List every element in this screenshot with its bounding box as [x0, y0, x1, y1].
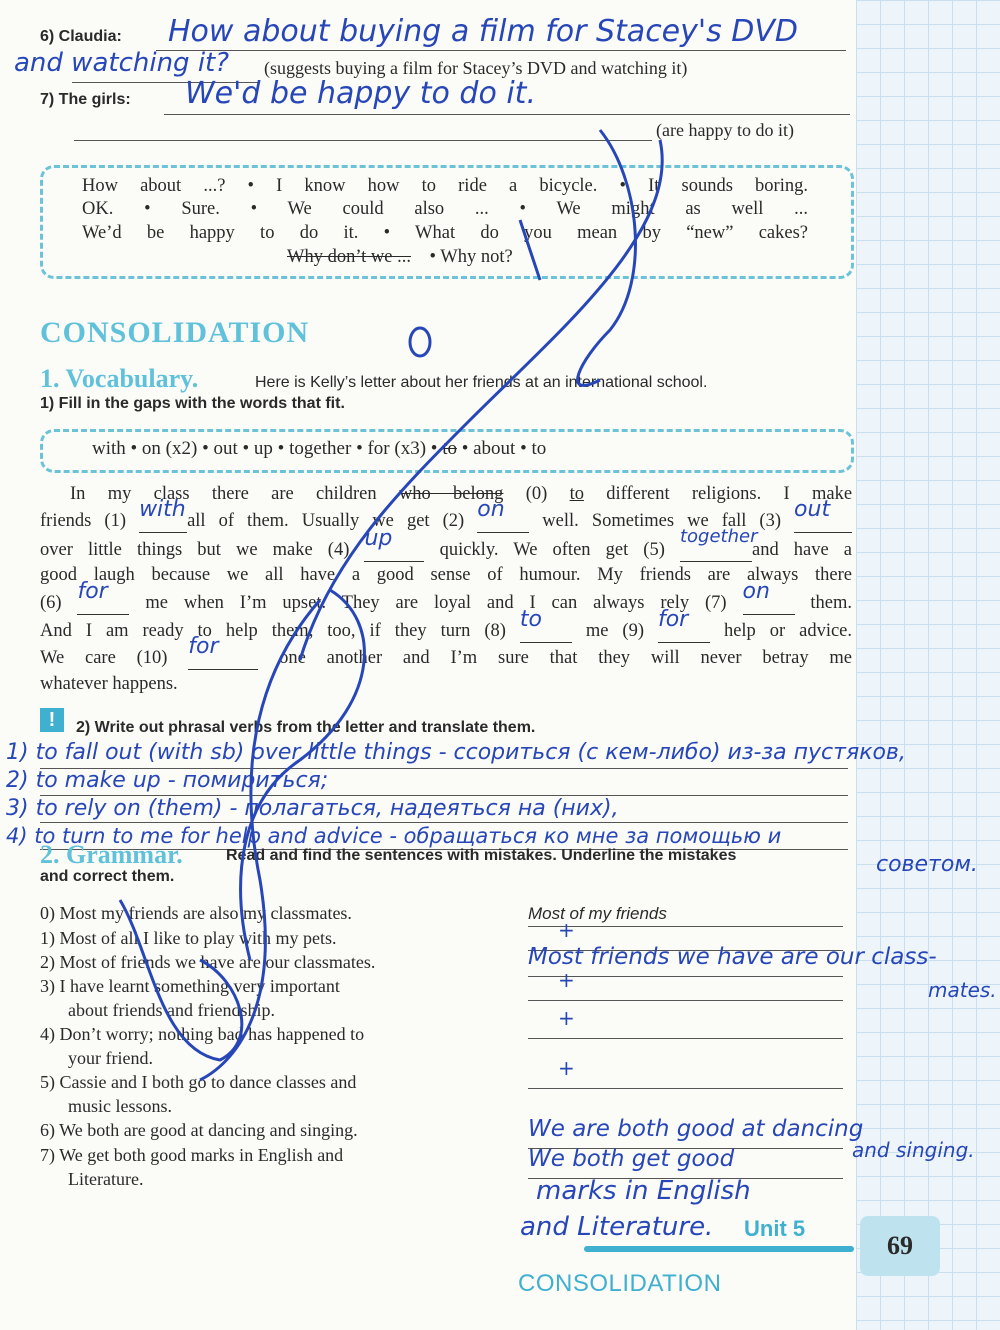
grammar-sentence: 1) Most of all I like to play with my pets. [40, 928, 337, 948]
girls-label: 7) The girls: [40, 91, 131, 108]
grammar-sentence: 4) Don’t worry; nothing bad has happened to [40, 1024, 365, 1044]
letter-line-4: good laugh because we all have a good sense of humour. My friends are always there [40, 565, 852, 585]
task2-instruction: 2) Write out phrasal verbs from the letter and translate them. [76, 719, 536, 736]
grammar-sentence: 3) I have learnt something very important [40, 976, 340, 996]
claudia-hint: (suggests buying a film for Stacey’s DVD and watching it) [264, 58, 688, 78]
letter-text: different religions. I make [606, 484, 853, 504]
gap-6-answer: for [77, 579, 108, 604]
grammar-extra-literature: and Literature. [520, 1212, 714, 1242]
phrases-line-1: How about ...? • I know how to ride a bicycle. • It sounds boring. [82, 176, 808, 196]
task2-handwriting-1: 1) to fall out (with sb) over little things - ссориться (с кем-либо) из-за пустяков, [6, 740, 906, 765]
vocab-heading [40, 364, 198, 394]
grammar-number: 2. [40, 840, 60, 869]
letter-struck: who belong [398, 484, 504, 504]
gap-1[interactable] [139, 497, 187, 533]
grammar-extra-singing: and singing. [852, 1138, 975, 1162]
letter-text: quickly. We often get (5) [439, 540, 665, 560]
grammar-sentence: Literature. [68, 1169, 144, 1189]
grammar-answer: + [558, 968, 575, 992]
gap-10-answer: for [188, 634, 219, 659]
gap-7[interactable] [742, 579, 795, 615]
footer-section: CONSOLIDATION [518, 1270, 722, 1297]
letter-text: We care (10) [40, 648, 168, 668]
word-bank-b: • about • to [461, 438, 547, 459]
scribble-circle [410, 328, 430, 356]
grammar-instruction-2: and correct them. [40, 868, 175, 885]
grammar-answer: We are both good at dancing [528, 1116, 864, 1142]
task2-handwriting-2: 2) to make up - помириться; [6, 768, 329, 793]
grammar-answer: + [558, 918, 575, 942]
girls-answer-line-2 [74, 112, 652, 141]
grammar-answer-line[interactable] [528, 1056, 843, 1089]
letter-text: all of them. Usually we get (2) [187, 511, 465, 531]
girls-handwriting: We'd be happy to do it. [185, 76, 536, 111]
letter-text: me (9) [585, 621, 644, 641]
vocab-number: 1. [40, 364, 60, 393]
page-number: 69 [860, 1216, 940, 1276]
grammar-extra-marks: marks in English [536, 1176, 751, 1206]
grammar-answer: + [558, 1006, 575, 1030]
gap-4-answer: up [364, 526, 393, 551]
task2-handwriting-4b: советом. [876, 852, 978, 877]
letter-text: (0) [525, 484, 548, 504]
letter-text: and have a [751, 540, 853, 560]
grammar-sentence: about friends and friendship. [68, 1000, 275, 1020]
task2-handwriting-4: 4) to turn to me for help and advice - обращаться ко мне за помощью и [6, 824, 782, 848]
grammar-sentence: your friend. [68, 1048, 153, 1068]
gap-10[interactable] [188, 634, 258, 670]
grammar-sentence: music lessons. [68, 1096, 173, 1116]
gap-5-answer: together [679, 526, 758, 547]
task2-handwriting-3: 3) to rely on (them) - полагаться, надеяться на (них), [6, 796, 619, 821]
grammar-answer-line[interactable] [528, 1006, 843, 1039]
gap-8[interactable] [519, 607, 572, 643]
claudia-handwriting-2: and watching it? [14, 48, 230, 78]
gap-1-answer: with [139, 497, 186, 522]
attention-mark: ! [40, 708, 64, 732]
grammar-answer: + [558, 1056, 575, 1080]
gap-3-answer: out [794, 497, 831, 522]
letter-text: In my class there are children [70, 484, 377, 504]
grammar-answer-line[interactable] [528, 968, 843, 1001]
grammar-heading [40, 840, 183, 870]
letter-text: And I am ready to help them, too, if they turn (8) [40, 621, 506, 641]
grammar-instruction: Read and find the sentences with mistakes. Underline the mistakes [226, 847, 737, 864]
vocab-title: Vocabulary. [65, 364, 199, 393]
claudia-handwriting-1: How about buying a film for Stacey's DVD [168, 14, 799, 49]
word-bank [92, 438, 546, 460]
vocab-intro: Here is Kelly’s letter about her friends at an international school. [255, 374, 708, 391]
letter-text: me when I’m upset. They are loyal and I can always rely (7) [145, 593, 727, 613]
gap-2[interactable] [477, 497, 529, 533]
girls-hint: (are happy to do it) [656, 120, 794, 140]
letter-text: (6) [40, 593, 62, 613]
gap-2-answer: on [477, 497, 505, 522]
example-answer: to [569, 484, 584, 504]
gap-7-answer: on [742, 579, 770, 604]
grammar-sentence: 5) Cassie and I both go to dance classes and [40, 1072, 357, 1092]
word-bank-struck: to [442, 438, 457, 459]
phrases-line-4 [287, 247, 513, 268]
vocab-task-1: 1) Fill in the gaps with the words that fit. [40, 395, 345, 412]
gap-9[interactable] [657, 607, 710, 643]
letter-line-8: whatever happens. [40, 674, 178, 694]
section-title: CONSOLIDATION [40, 316, 310, 349]
graph-paper-margin [856, 0, 1000, 1330]
grammar-answer-line[interactable] [528, 944, 937, 977]
letter-line-5 [40, 579, 853, 615]
letter-text: well. Sometimes we fall (3) [542, 511, 781, 531]
grammar-answer-line[interactable] [528, 902, 843, 927]
gap-3[interactable] [794, 497, 852, 533]
phrase-why-not: • Why not? [429, 247, 513, 267]
claudia-label: 6) Claudia: [40, 28, 122, 45]
gap-6[interactable] [77, 579, 129, 615]
letter-text: them. [810, 593, 853, 613]
grammar-sentence: 6) We both are good at dancing and singing. [40, 1120, 358, 1140]
unit-label: Unit 5 [744, 1216, 806, 1241]
letter-text: over little things but we make (4) [40, 540, 350, 560]
grammar-sentence: 7) We get both good marks in English and [40, 1145, 344, 1165]
phrases-line-3: We’d be happy to do it. • What do you mean by “new” cakes? [82, 223, 808, 243]
letter-text: friends (1) [40, 511, 126, 531]
footer-bar [584, 1246, 854, 1252]
letter-text: one another and I’m sure that they will never betray me [279, 648, 853, 668]
gap-8-answer: to [519, 607, 542, 632]
grammar-sentence: 0) Most my friends are also my classmates. [40, 903, 352, 923]
grammar-sentence: 2) Most of friends we have are our classmates. [40, 952, 376, 972]
grammar-title: Grammar. [66, 840, 183, 869]
grammar-answer: Most friends we have are our class- [528, 944, 937, 970]
letter-line-7 [40, 634, 853, 670]
gap-5[interactable] [679, 526, 758, 562]
grammar-answer: We both get good [528, 1146, 735, 1172]
word-bank-a: with • on (x2) • out • up • together • for (x3) • [92, 438, 438, 459]
grammar-extra-mates: mates. [928, 978, 997, 1002]
gap-4[interactable] [364, 526, 424, 562]
phrases-line-2: OK. • Sure. • We could also ... • We might as well ... [82, 199, 808, 219]
gap-9-answer: for [657, 607, 689, 632]
letter-line-6 [40, 607, 853, 643]
struck-phrase: Why don’t we ... [287, 247, 411, 267]
letter-text: help or advice. [723, 621, 853, 641]
grammar-answer: Most of my friends [528, 904, 667, 923]
letter-line-3 [40, 526, 853, 562]
